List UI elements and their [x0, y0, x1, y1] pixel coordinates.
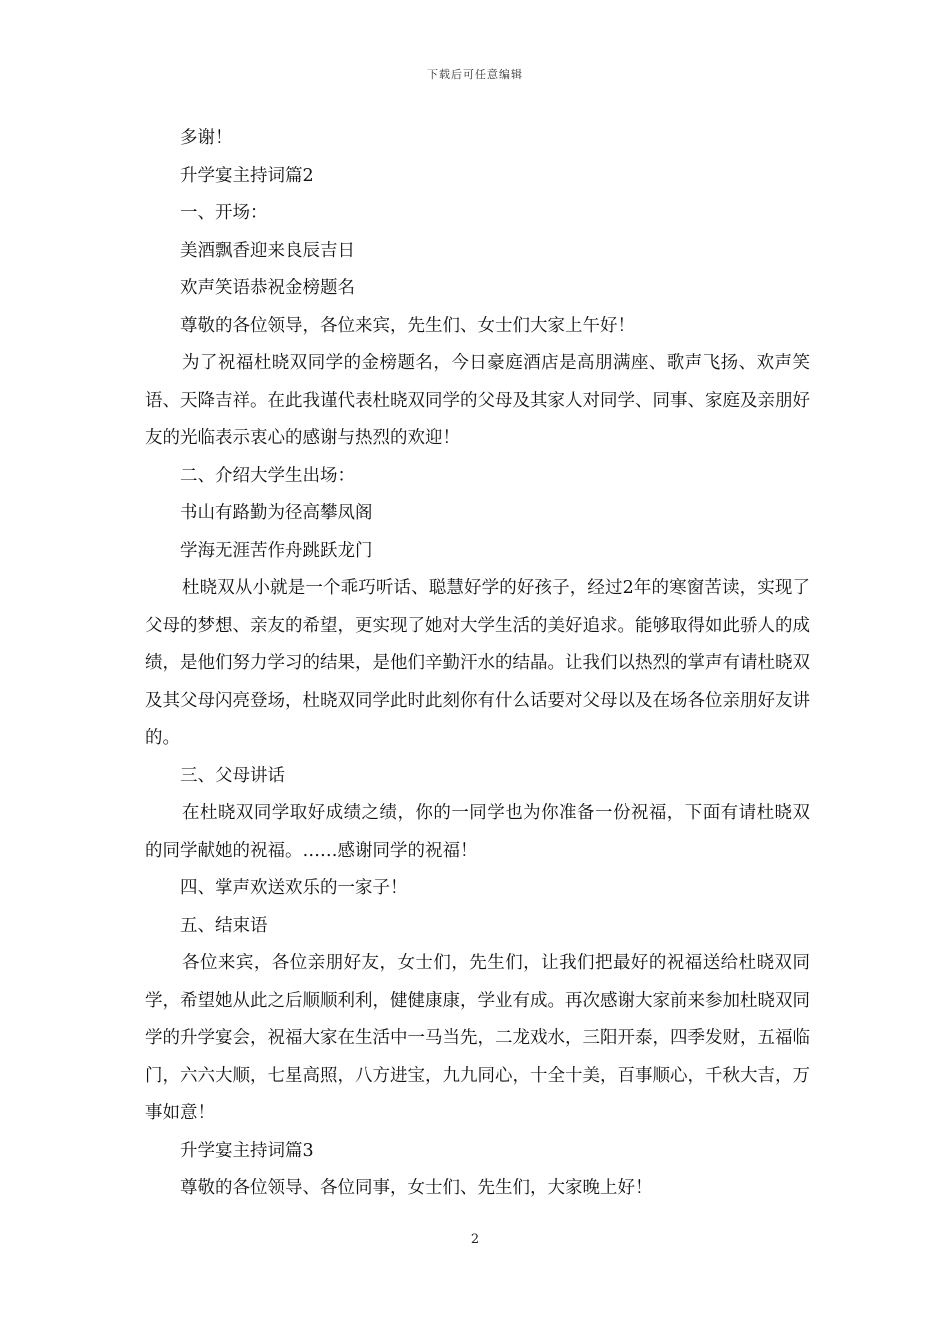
paragraph: 为了祝福杜晓双同学的金榜题名，今日豪庭酒店是高朋满座、歌声飞扬、欢声笑语、天降吉祥。在此我谨代表杜晓双同学的父母及其家人对同学、同事、家庭及亲朋好友的光临表示衷心的感谢与热烈的欢迎！	[145, 353, 810, 448]
couplet-line: 欢声笑语恭祝金榜题名	[180, 278, 355, 298]
document-body	[145, 120, 810, 1208]
paragraph: 各位来宾，各位亲朋好友，女士们，先生们，让我们把最好的祝福送给杜晓双同学，希望她从此之后顺顺利利，健健康康，学业有成。再次感谢大家前来参加杜晓双同学的升学宴会，祝福大家在生活中一马当先，二龙戏水，三阳开泰，四季发财，五福临门，六六大顺，七星高照，八方进宝，九九同心，十全十美，百事顺心，千秋大吉，万事如意！	[145, 953, 810, 1123]
section-heading: 五、结束语	[180, 915, 268, 936]
paragraph: 在杜晓双同学取好成绩之绩，你的一同学也为你准备一份祝福，下面有请杜晓双的同学献她的祝福。……感谢同学的祝福！	[145, 803, 810, 861]
text-line: 多谢！	[180, 128, 233, 148]
section-heading: 四、掌声欢送欢乐的一家子！	[180, 878, 408, 898]
couplet-line: 书山有路勤为径高攀凤阁	[180, 503, 373, 523]
greeting-line: 尊敬的各位领导、各位同事，女士们、先生们，大家晚上好！	[180, 1178, 653, 1198]
couplet-line: 美酒飘香迎来良辰吉日	[180, 240, 355, 261]
page-number: 2	[470, 1232, 480, 1247]
paragraph: 杜晓双从小就是一个乖巧听话、聪慧好学的好孩子，经过2年的寒窗苦读，实现了父母的梦想、亲友的希望，更实现了她对大学生活的美好追求。能够取得如此骄人的成绩，是他们努力学习的结果，是他们辛勤汗水的结晶。让我们以热烈的掌声有请杜晓双及其父母闪亮登场，杜晓双同学此时此刻你有什么话要对父母以及在场各位亲朋好友讲的。	[145, 578, 810, 748]
greeting-line: 尊敬的各位领导，各位来宾，先生们、女士们大家上午好！	[180, 315, 635, 336]
section-heading: 一、开场：	[180, 203, 268, 223]
section-heading: 三、父母讲话	[180, 765, 285, 786]
section-title: 升学宴主持词篇3	[180, 1140, 314, 1161]
couplet-line: 学海无涯苦作舟跳跃龙门	[180, 540, 373, 561]
section-heading: 二、介绍大学生出场：	[180, 465, 355, 486]
section-title: 升学宴主持词篇2	[180, 165, 314, 186]
page-header: 下载后可任意编辑	[427, 68, 523, 81]
